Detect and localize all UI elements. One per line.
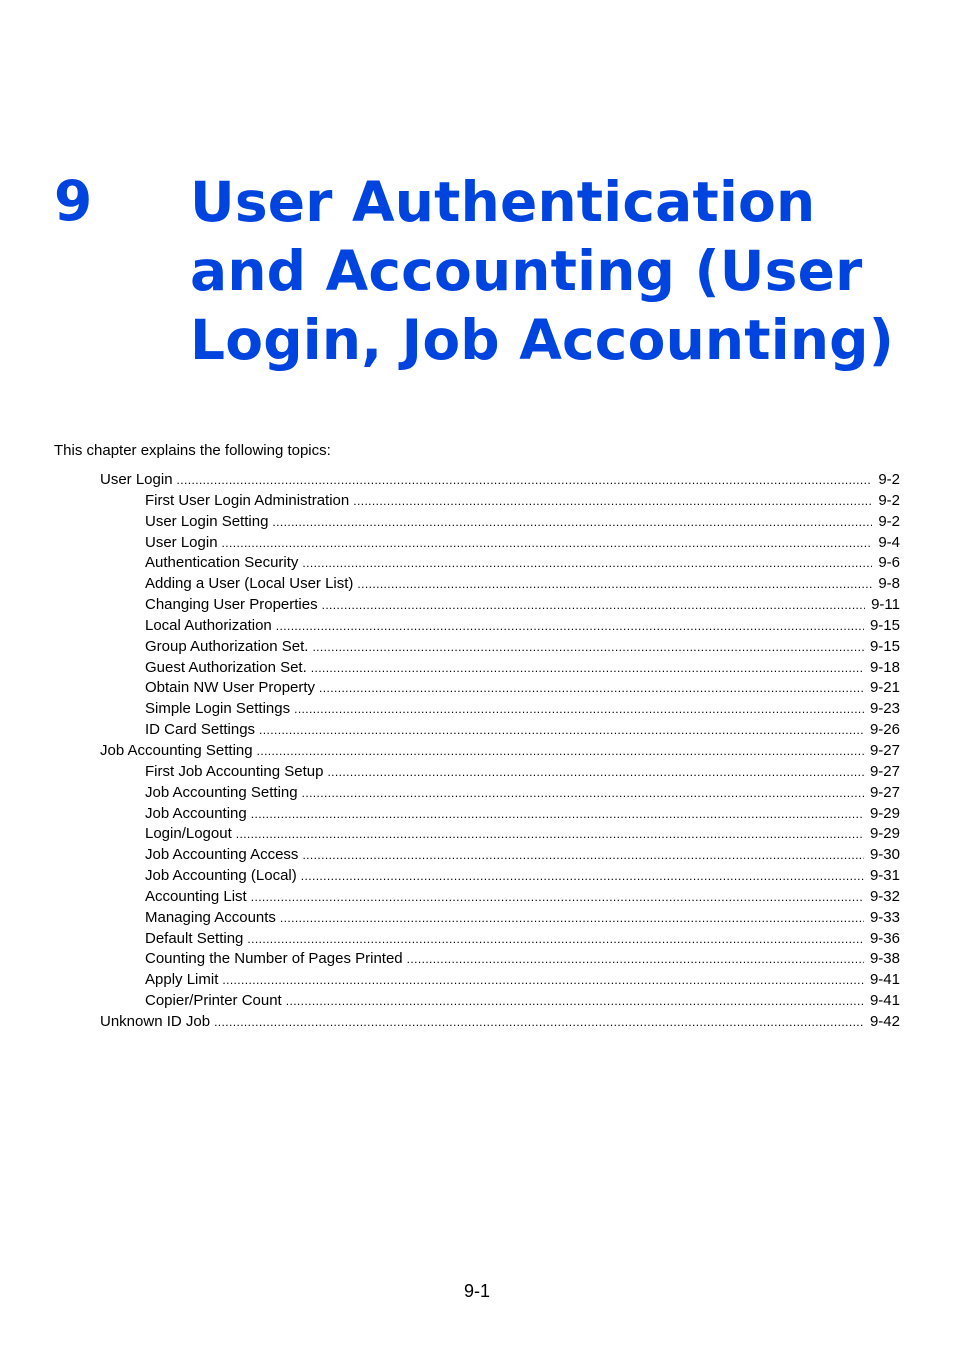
- toc-entry-page: 9-27: [869, 783, 900, 801]
- toc-dot-leader: [302, 845, 864, 866]
- toc-entry-page: 9-15: [869, 637, 900, 655]
- toc-entry-label: Copier/Printer Count: [145, 992, 282, 1010]
- toc-entry[interactable]: [100, 762, 900, 783]
- toc-entry-label: Authentication Security: [145, 554, 299, 572]
- toc-dot-leader: [322, 595, 865, 616]
- toc-entry-page: 9-27: [869, 762, 900, 780]
- toc-entry-page: 9-41: [869, 971, 900, 989]
- toc-entry-page: 9-26: [869, 721, 900, 739]
- toc-dot-leader: [319, 678, 864, 699]
- toc-entry-label: Adding a User (Local User List): [145, 575, 354, 593]
- toc-entry-page: 9-15: [869, 616, 900, 634]
- toc-entry-page: 9-2: [878, 512, 900, 530]
- toc-dot-leader: [272, 512, 872, 533]
- toc-entry-page: 9-36: [869, 929, 900, 947]
- toc-entry-page: 9-29: [869, 825, 900, 843]
- toc-entry[interactable]: [100, 533, 900, 554]
- toc-dot-leader: [214, 1012, 864, 1033]
- toc-entry[interactable]: [100, 991, 900, 1012]
- toc-entry[interactable]: [100, 574, 900, 595]
- toc-entry-page: 9-6: [878, 554, 900, 572]
- chapter-intro: This chapter explains the following topics:: [54, 442, 331, 459]
- toc-entry-page: 9-42: [869, 1012, 900, 1030]
- toc-entry[interactable]: [100, 908, 900, 929]
- toc-entry-page: 9-11: [871, 596, 900, 614]
- toc-entry-label: First User Login Administration: [145, 491, 350, 509]
- toc-entry[interactable]: [100, 658, 900, 679]
- toc-dot-leader: [353, 491, 872, 512]
- toc-entry[interactable]: [100, 824, 900, 845]
- toc-entry-label: User Login: [145, 533, 218, 551]
- toc-dot-leader: [251, 887, 864, 908]
- toc-entry-label: Counting the Number of Pages Printed: [145, 950, 403, 968]
- toc-dot-leader: [280, 908, 864, 929]
- toc-entry[interactable]: [100, 741, 900, 762]
- toc-entry-page: 9-32: [869, 887, 900, 905]
- toc-dot-leader: [407, 949, 864, 970]
- toc-entry[interactable]: [100, 804, 900, 825]
- toc-entry-label: Job Accounting: [145, 804, 247, 822]
- toc-entry-page: 9-18: [869, 658, 900, 676]
- toc-entry-label: Job Accounting (Local): [145, 867, 297, 885]
- toc-entry-label: Default Setting: [145, 929, 244, 947]
- toc-entry-page: 9-33: [869, 908, 900, 926]
- toc-entry-page: 9-41: [869, 992, 900, 1010]
- toc-entry-label: User Login: [100, 471, 173, 488]
- toc-dot-leader: [257, 741, 864, 762]
- toc-dot-leader: [357, 574, 872, 595]
- toc-entry[interactable]: [100, 699, 900, 720]
- toc-dot-leader: [276, 616, 864, 637]
- toc-entry-label: Job Accounting Setting: [100, 741, 253, 759]
- toc-entry-label: Login/Logout: [145, 825, 232, 843]
- toc-entry[interactable]: [100, 887, 900, 908]
- chapter-number: 9: [54, 169, 93, 233]
- toc-entry-label: Guest Authorization Set.: [145, 658, 307, 676]
- toc-entry-page: 9-38: [869, 950, 900, 968]
- toc-entry-label: Job Accounting Setting: [145, 783, 298, 801]
- toc-entry-page: 9-21: [869, 679, 900, 697]
- toc-entry-page: 9-2: [878, 491, 900, 509]
- toc-entry-page: 9-30: [869, 846, 900, 864]
- toc-entry[interactable]: [100, 970, 900, 991]
- toc-dot-leader: [177, 470, 873, 491]
- toc-dot-leader: [222, 970, 864, 991]
- toc-entry-label: Simple Login Settings: [145, 700, 291, 718]
- toc-entry[interactable]: [100, 512, 900, 533]
- toc-entry[interactable]: [100, 491, 900, 512]
- toc-entry-page: 9-29: [869, 804, 900, 822]
- toc-entry[interactable]: [100, 1012, 900, 1033]
- toc-dot-leader: [222, 533, 873, 554]
- toc-dot-leader: [301, 866, 864, 887]
- toc-entry-label: Unknown ID Job: [100, 1012, 211, 1030]
- chapter-title-line: User Authentication: [190, 170, 816, 234]
- toc-entry[interactable]: [100, 553, 900, 574]
- toc-entry[interactable]: [100, 616, 900, 637]
- toc-entry[interactable]: [100, 720, 900, 741]
- toc-entry-page: 9-23: [869, 700, 900, 718]
- toc-entry[interactable]: [100, 783, 900, 804]
- toc-entry[interactable]: [100, 637, 900, 658]
- toc-entry-page: 9-8: [878, 575, 900, 593]
- toc-dot-leader: [247, 929, 864, 950]
- chapter-title: [190, 168, 920, 375]
- toc-entry-label: Job Accounting Access: [145, 846, 299, 864]
- toc-dot-leader: [327, 762, 864, 783]
- toc-entry[interactable]: [100, 470, 900, 491]
- toc-dot-leader: [286, 991, 864, 1012]
- toc-entry-page: 9-27: [869, 741, 900, 759]
- toc-dot-leader: [294, 699, 864, 720]
- page-number: 9-1: [463, 1281, 490, 1301]
- toc-entry-label: Managing Accounts: [145, 908, 276, 926]
- toc-entry[interactable]: [100, 866, 900, 887]
- toc-entry-page: 9-2: [878, 471, 900, 488]
- toc-entry[interactable]: [100, 845, 900, 866]
- toc-entry[interactable]: [100, 929, 900, 950]
- toc-dot-leader: [311, 658, 864, 679]
- chapter-title-line: Login, Job Accounting): [190, 308, 895, 372]
- toc-entry-label: Obtain NW User Property: [145, 679, 316, 697]
- toc-entry-page: 9-4: [878, 533, 900, 551]
- toc-entry-label: Changing User Properties: [145, 596, 318, 614]
- toc-dot-leader: [312, 637, 864, 658]
- toc-entry[interactable]: [100, 678, 900, 699]
- toc-dot-leader: [302, 553, 872, 574]
- toc-entry-label: ID Card Settings: [145, 721, 256, 739]
- toc-entry-label: Accounting List: [145, 887, 247, 905]
- toc-dot-leader: [302, 783, 864, 804]
- toc-entry-page: 9-31: [869, 867, 900, 885]
- toc-dot-leader: [251, 804, 864, 825]
- table-of-contents: [100, 470, 900, 1033]
- toc-entry[interactable]: [100, 595, 900, 616]
- toc-dot-leader: [236, 824, 864, 845]
- toc-entry-label: Local Authorization: [145, 616, 272, 634]
- chapter-title-line: and Accounting (User: [190, 239, 863, 303]
- toc-entry[interactable]: [100, 949, 900, 970]
- toc-entry-label: Apply Limit: [145, 971, 219, 989]
- toc-entry-label: First Job Accounting Setup: [145, 762, 324, 780]
- toc-entry-label: Group Authorization Set.: [145, 637, 309, 655]
- toc-dot-leader: [259, 720, 864, 741]
- toc-entry-label: User Login Setting: [145, 512, 269, 530]
